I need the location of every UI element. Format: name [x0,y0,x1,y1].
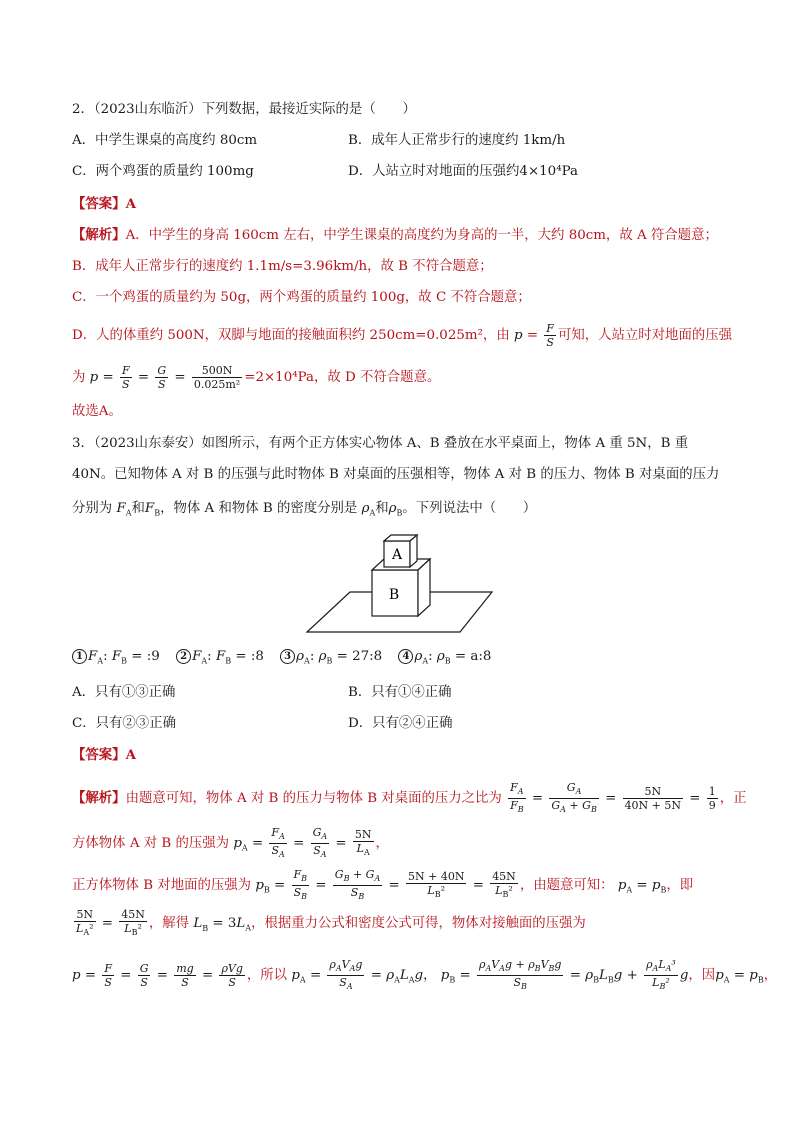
q3-analysis-4b: ，根据重力公式和密度公式可得，物体对接触面的压强为 [251,916,586,932]
q2-options-row-2 [72,163,722,181]
q3-answer [72,746,136,764]
q2-option-d: D．人站立时对地面的压强约4×10⁴Pa [348,164,578,179]
q3-statement-4: 4 $\rho_A$: $\rho_B$ = a:8 [398,649,491,664]
q3-stem-line-3e: 。下列说法中（ ） [402,501,537,516]
q3-analysis-4a: ，解得 [148,916,190,932]
q2-conclusion: 故选A。 [72,404,122,419]
q3-analysis-3b: ，由题意可知： [519,878,614,894]
q3-analysis-1b: ，正 [719,791,747,807]
fraction-f-over-s: $\frac{F}{S}$ [546,322,554,349]
q3-analysis-3a: 正方体物体 B 对地面的压强为 [72,878,252,894]
q2-analysis-label: 【解析】 [72,227,126,243]
q2-answer [72,195,136,213]
q3-option-d: D．只有②④正确 [348,716,453,731]
q3-stem-line-3c: ，物体 A 和物体 B 的密度分别是 [160,501,358,516]
q3-stem-line-3: 分别为 $F_A$和$F_B$，物体 A 和物体 B 的密度分别是 $\rho_A$和$\rho_B$。下列说法中（ ） [72,501,537,518]
q2-analysis-d-2b: =2×10⁴Pa，故 D 不符合题意。 [244,370,441,385]
q3-option-c: C．只有②③正确 [72,716,176,731]
q3-analysis-2a: 方体物体 A 对 B 的压强为 [72,836,230,852]
q2-options-row-1 [72,132,722,150]
q3-analysis-2: 方体物体 A 对 B 的压强为 $p_A$ = $\frac{F_A}{S_A}$ = $\frac{G_A}{S_A}$ = $\frac{5N}{L_A}$ ， [72,826,389,860]
q3-analysis-4: $\frac{5N}{L_A^2}$ = $\frac{45N}{L_B^2}$ ，解得 $L_B = 3L_A$，根据重力公式和密度公式可得，物体对接触面的压强为 [76,908,586,938]
q3-stem-line-3b: 和 [131,501,145,516]
q2-analysis-b: B．成年人正常步行的速度约 1.1m/s=3.96km/h，故 B 不符合题意； [72,259,493,274]
q3-stem-line-2: 40N。已知物体 A 对 B 的压强与此时物体 B 对桌面的压强相等，物体 A 对 B 的压力、物体 B 对桌面的压力 [72,467,720,482]
q2-analysis-d-1b: 可知，人站立时对地面的压强 [557,328,733,343]
q2-analysis-c: C．一个鸡蛋的质量约为 50g，两个鸡蛋的质量约 100g，故 C 不符合题意； [72,290,531,305]
q2-option-c: C．两个鸡蛋的质量约 100mg [72,164,254,179]
q2-answer-value: A [125,196,136,212]
q2-analysis-a-text: A．中学生的身高 160cm 左右，中学生课桌的高度约为身高的一半，大约 80cm，故 A 符合题意； [125,228,718,243]
stacked-cubes-figure [300,528,500,638]
q3-stem-line-3d: 和 [375,501,389,516]
q3-analysis-5a: ，所以 [246,968,288,984]
q3-analysis-3c: ，即 [666,878,694,894]
q3-statements [72,648,491,671]
q3-option-b: B．只有①④正确 [348,685,452,700]
q3-answer-value: A [125,747,136,763]
q3-stem-line-1: 3．（2023山东泰安）如图所示，有两个正方体实心物体 A、B 叠放在水平桌面上，物体 A 重 5N，B 重 [72,436,689,451]
q2-option-a: A．中学生课桌的高度约 80cm [72,133,258,148]
q2-stem: 2．（2023山东临沂）下列数据，最接近实际的是（ ） [72,102,416,117]
cube-a-label: A [391,547,403,563]
q3-analysis-1: 【解析】由题意可知，物体 A 对 B 的压力与物体 B 对桌面的压力之比为 $\frac{F_A}{F_B}$ = $\frac{G_A}{G_A + G_B}$ = $\frac{5N}{40N + 5N}$ = $\frac{1}{9}$ ，正 [72,781,747,815]
cube-a-side [410,535,417,567]
q3-option-a: A．只有①③正确 [72,685,176,700]
q3-options-row-1 [72,684,722,702]
q2-analysis-d-2: 为 p = $\frac{F}{S}$ = $\frac{G}{S}$ = $\frac{500N}{\text{0.025m²}}$ =2×10⁴Pa，故 D 不符合题意。 [72,364,441,391]
q3-analysis-label: 【解析】 [72,790,126,807]
q3-statement-3: 3 $\rho_A$: $\rho_B$ = 27:8 [280,649,386,664]
q3-statement-2: 2 $F_A$: $F_B$ = :8 [176,649,268,664]
q3-analysis-3: 正方体物体 B 对地面的压强为 $p_B$ = $\frac{F_B}{S_B}$ = $\frac{G_B + G_A}{S_B}$ = $\frac{5N + 40N}{L_B^2}$ = $\frac{45N}{L_B^2}$ ，由题意可知： $p_A = p_B$，即 [72,868,694,902]
q2-option-b: B．成年人正常步行的速度约 1km/h [348,133,566,148]
cube-b-label: B [388,587,400,603]
q3-answer-label: 【答案】 [72,747,126,763]
q2-analysis-d-1: D．人的体重约 500N，双脚与地面的接触面积约 250cm=0.025m²，由 p = $\frac{F}{S}$ 可知，人站立时对地面的压强 [72,322,733,349]
q3-statement-1: 1 $F_A$: $F_B$ = :9 [72,649,164,664]
q3-analysis-5b: ，因 [688,968,716,984]
cube-b-side [418,559,430,616]
q3-analysis-1a: 由题意可知，物体 A 对 B 的压力与物体 B 对桌面的压力之比为 [125,791,502,807]
q3-analysis-5: p = $\frac{F}{S}$ = $\frac{G}{S}$ = $\frac{mg}{S}$ = $\frac{\text{ρVg}}{S}$ ，所以 $p_A$ = $\frac{\rho_AV_Ag}{S_A}$ = $\rho_AL_Ag$， $p_B$ = $\frac{\rho_AV_Ag + \rho_BV_Bg}{S_B}$ = $\rho_BL_Bg$ + $\frac{\rho_AL_A^3}{L_B^2}$ g，因$p_A = p_B$， [72,958,778,992]
q2-analysis-d-1a: D．人的体重约 500N，双脚与地面的接触面积约 250cm=0.025m²，由 [72,328,510,343]
q3-stem-line-3a: 分别为 [72,501,113,516]
q2-analysis-a [72,226,718,245]
q2-analysis-d-2a: 为 [72,370,86,385]
q2-answer-label: 【答案】 [72,196,126,212]
q3-options-row-2 [72,715,722,733]
